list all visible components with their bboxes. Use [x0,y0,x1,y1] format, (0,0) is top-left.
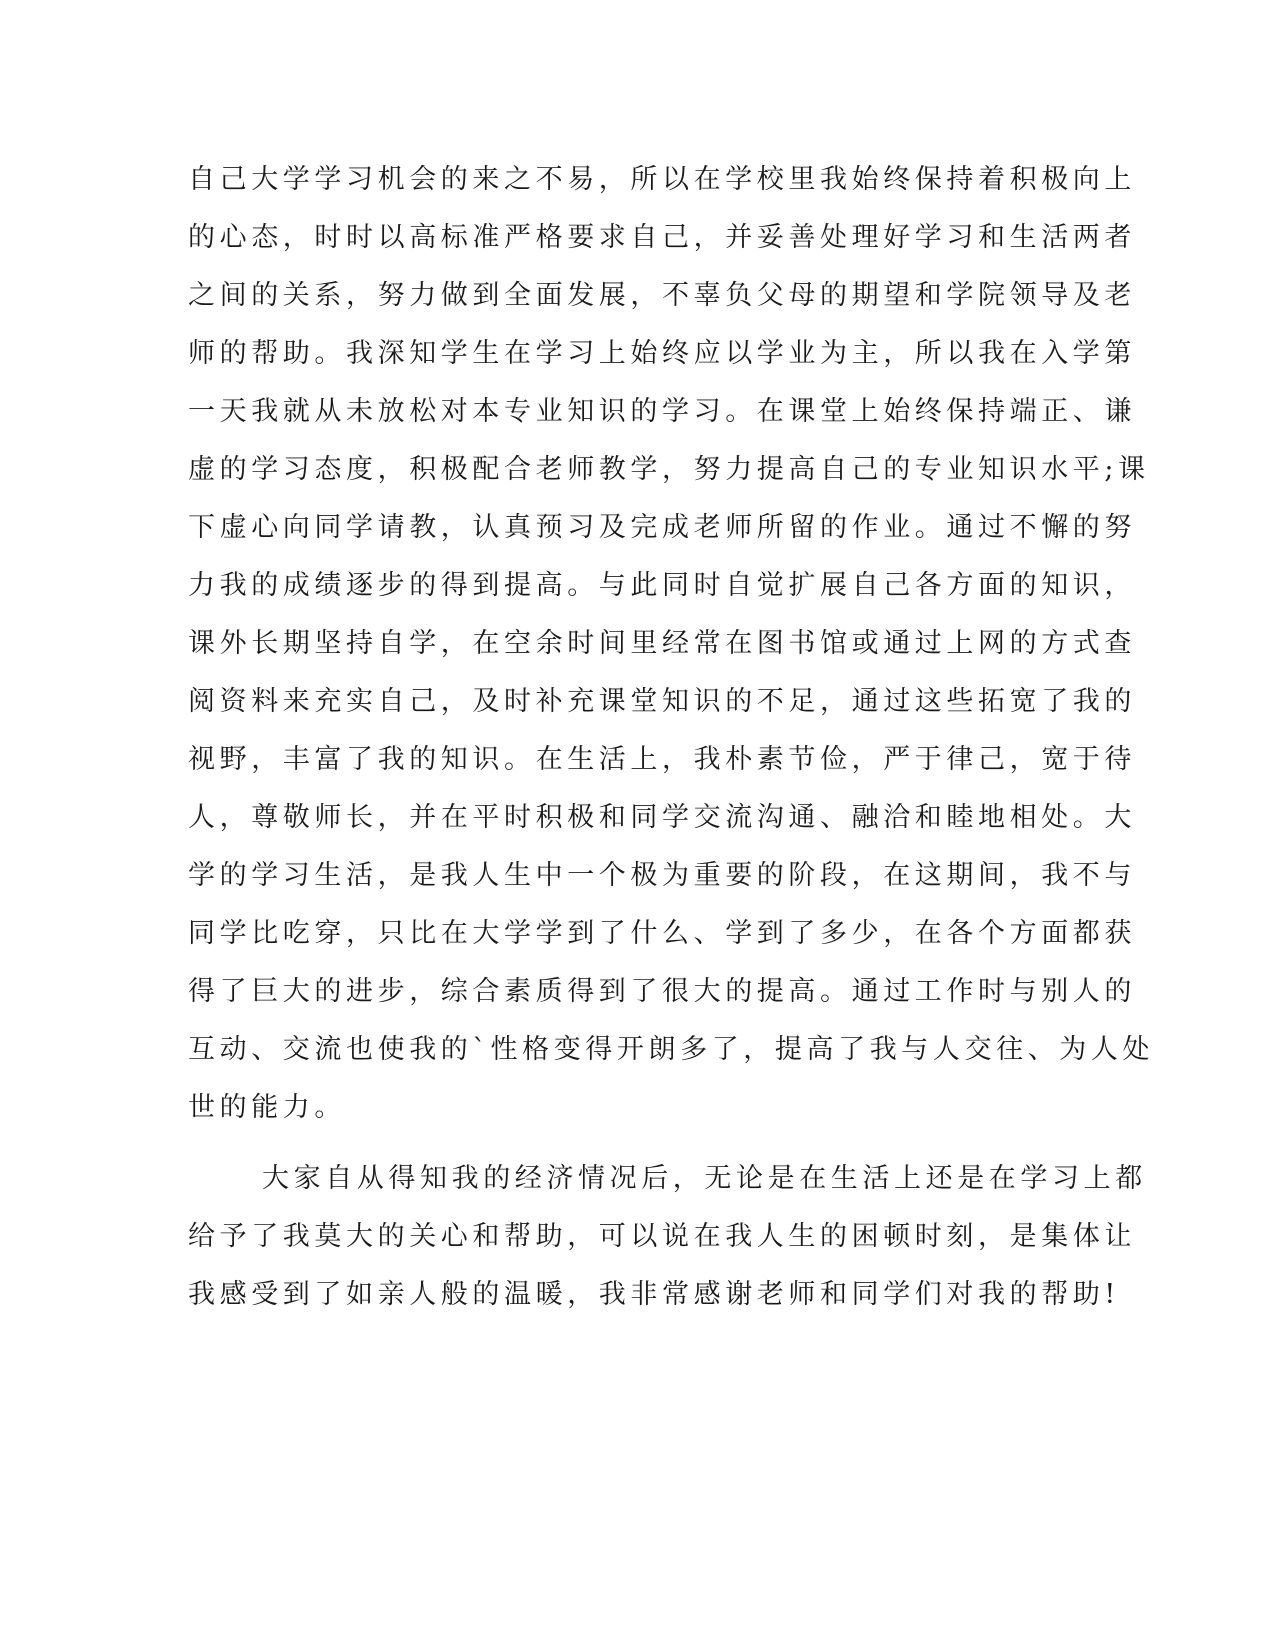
paragraph-line: 力我的成绩逐步的得到提高。与此同时自觉扩展自己各方面的知识， [188,570,1136,601]
paragraph-line: 我感受到了如亲人般的温暖，我非常感谢老师和同学们对我的帮助! [188,1279,1120,1310]
paragraph-line: 虚的学习态度，积极配合老师教学，努力提高自己的专业知识水平;课 [188,454,1150,485]
paragraph-line: 得了巨大的进步，综合素质得到了很大的提高。通过工作时与别人的 [188,976,1136,1007]
paragraph-line: 给予了我莫大的关心和帮助，可以说在我人生的困顿时刻，是集体让 [188,1221,1136,1252]
paragraph-line: 之间的关系，努力做到全面发展，不辜负父母的期望和学院领导及老 [188,280,1136,311]
paragraph-line: 课外长期坚持自学，在空余时间里经常在图书馆或通过上网的方式查 [188,628,1136,659]
paragraph-line: 学的学习生活，是我人生中一个极为重要的阶段，在这期间，我不与 [188,860,1136,891]
paragraph-line: 下虚心向同学请教，认真预习及完成老师所留的作业。通过不懈的努 [188,512,1136,543]
paragraph-line: 人，尊敬师长，并在平时积极和同学交流沟通、融洽和睦地相处。大 [188,802,1136,833]
paragraph-line: 的心态，时时以高标准严格要求自己，并妥善处理好学习和生活两者 [188,222,1136,253]
paragraph-line: 同学比吃穿，只比在大学学到了什么、学到了多少，在各个方面都获 [188,918,1136,949]
paragraph-line: 大家自从得知我的经济情况后，无论是在生活上还是在学习上都 [262,1163,1147,1194]
paragraph-line: 互动、交流也使我的`性格变得开朗多了，提高了我与人交往、为人处 [188,1034,1155,1065]
paragraph-line: 视野，丰富了我的知识。在生活上，我朴素节俭，严于律己，宽于待 [188,744,1136,775]
paragraph-line: 阅资料来充实自己，及时补充课堂知识的不足，通过这些拓宽了我的 [188,686,1136,717]
paragraph-line: 师的帮助。我深知学生在学习上始终应以学业为主，所以我在入学第 [188,338,1136,369]
paragraph-line: 一天我就从未放松对本专业知识的学习。在课堂上始终保持端正、谦 [188,396,1136,427]
paragraph-line: 自己大学学习机会的来之不易，所以在学校里我始终保持着积极向上 [188,164,1136,195]
paragraph-line: 世的能力。 [188,1092,346,1123]
